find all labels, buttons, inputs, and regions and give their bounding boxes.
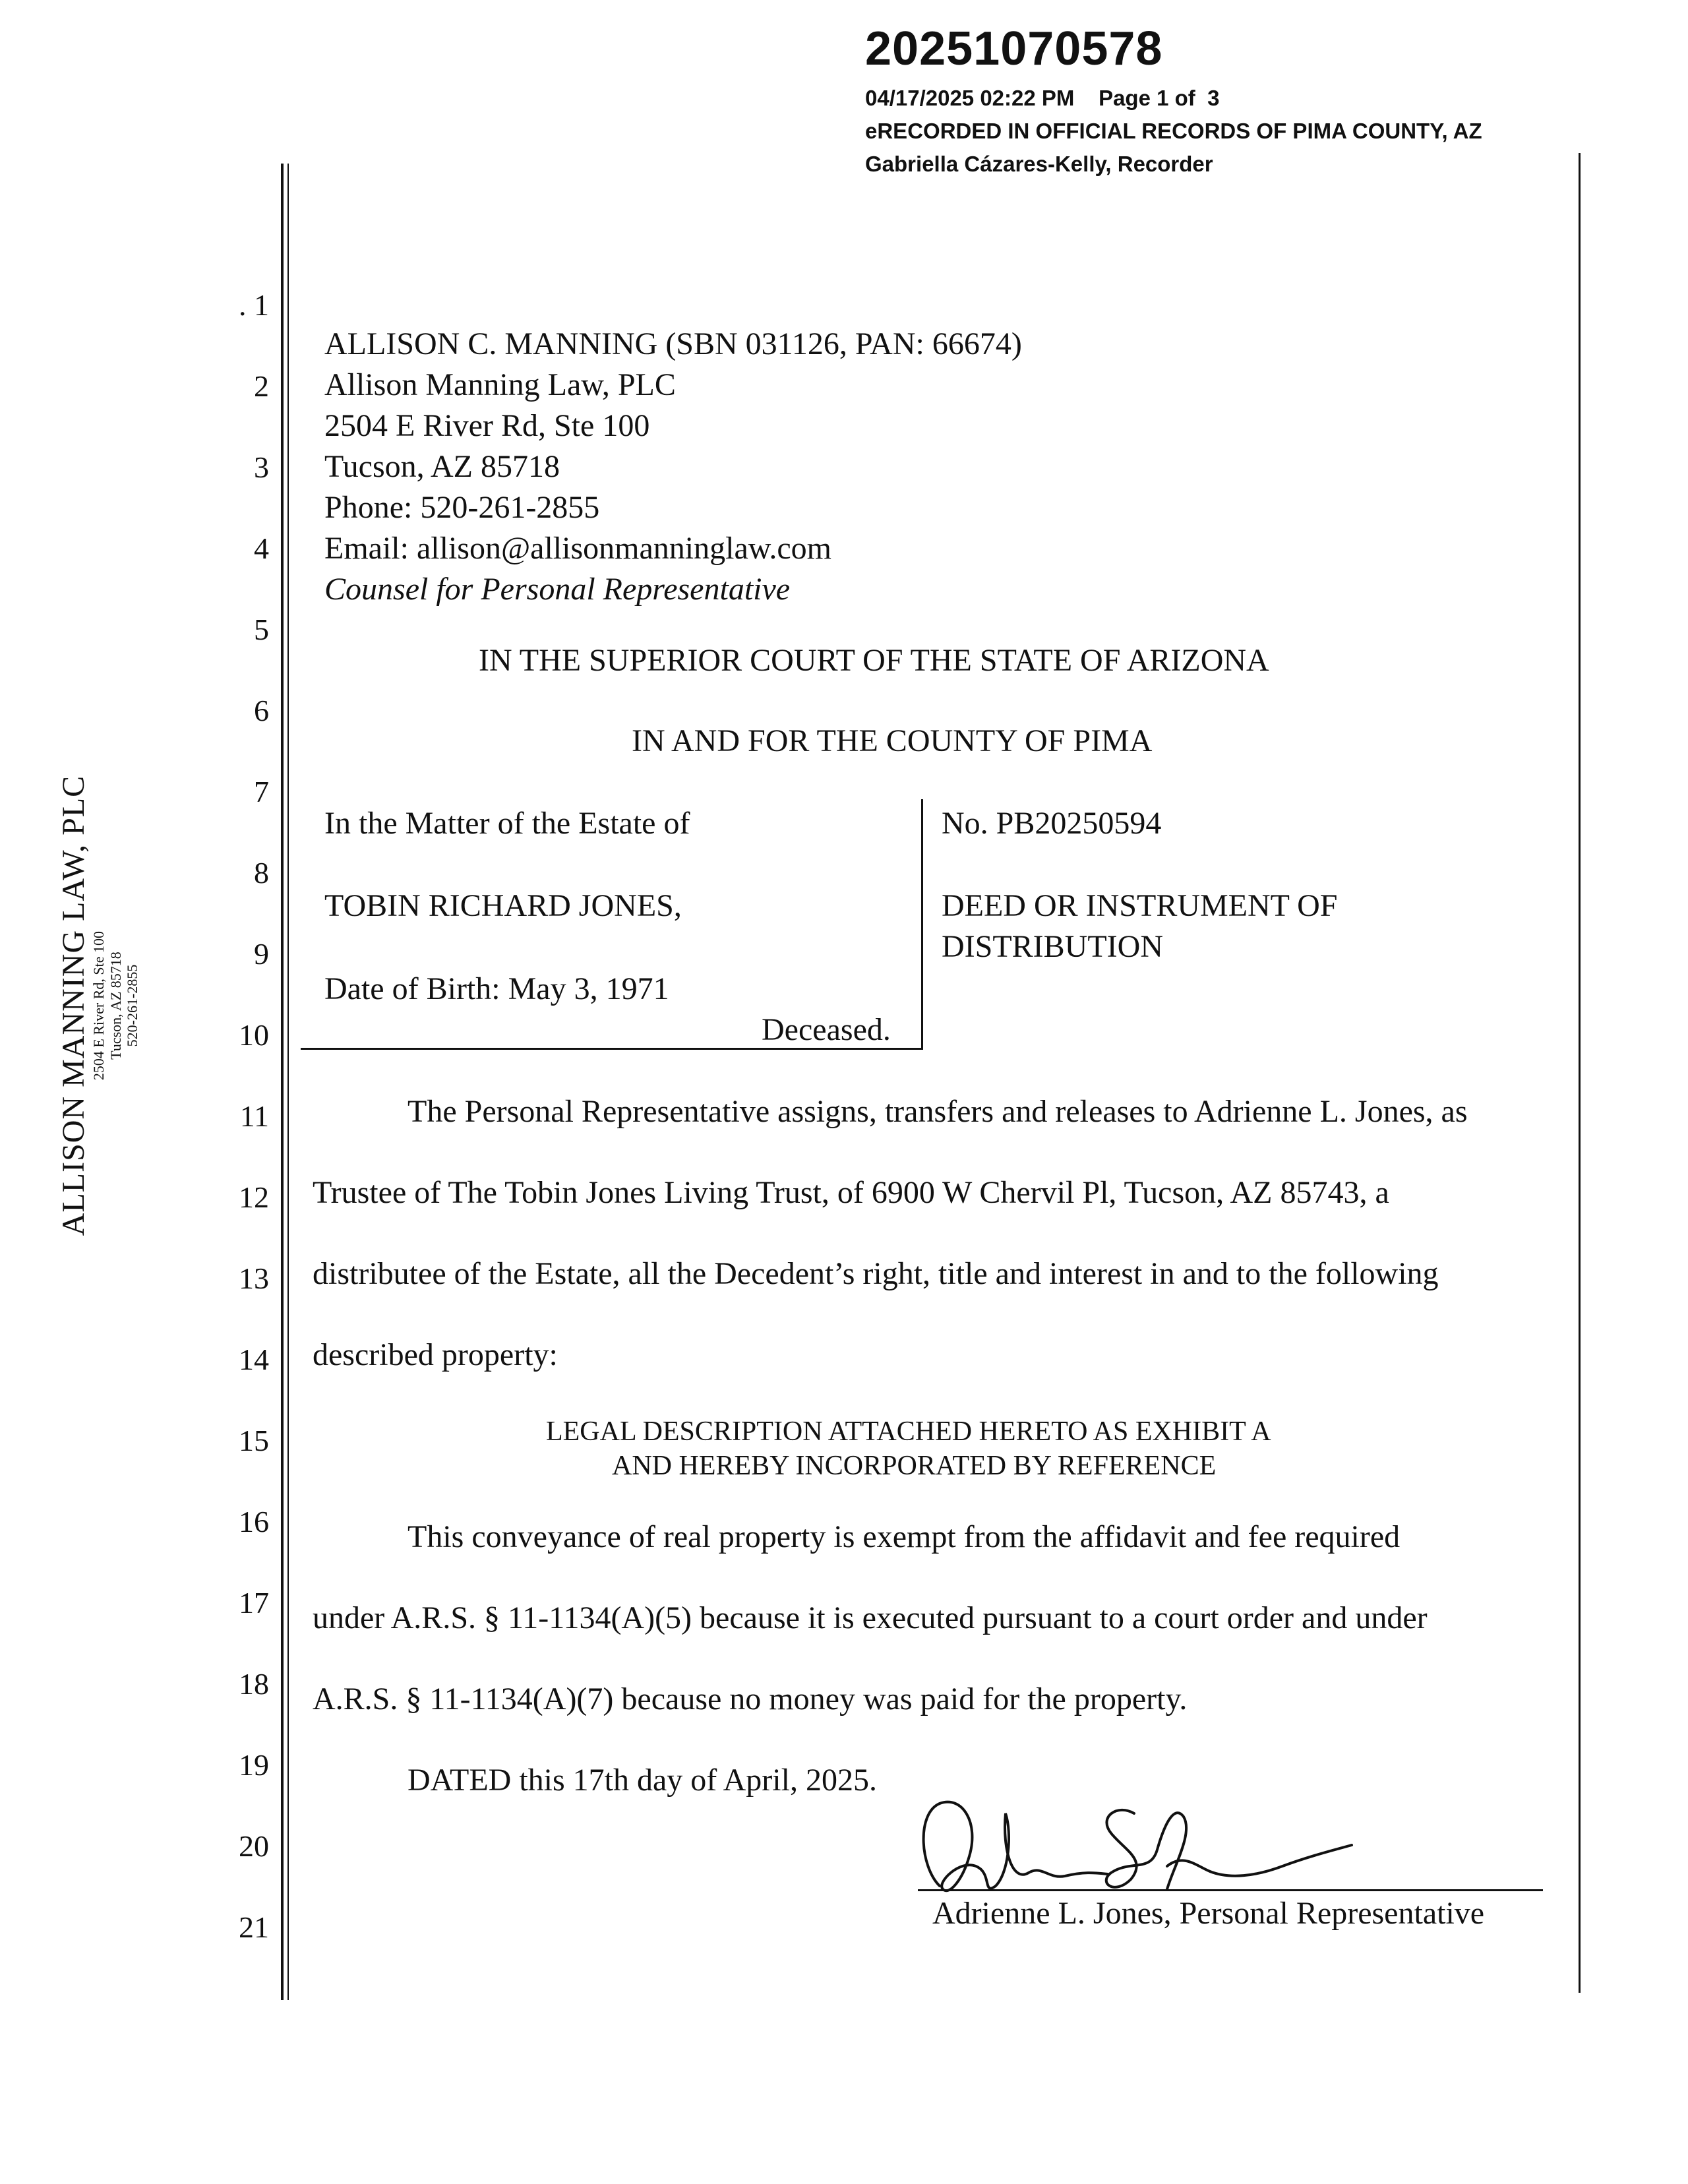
line-number: 11	[239, 1099, 269, 1133]
line-number: 19	[239, 1748, 269, 1782]
recording-office: eRECORDED IN OFFICIAL RECORDS OF PIMA COUNTY, AZ	[865, 119, 1482, 143]
side-stamp-firm: ALLISON MANNING LAW, PLC	[55, 775, 91, 1236]
body-paragraph2-line2: under A.R.S. § 11-1134(A)(5) because it is executed pursuant to a court order and under	[313, 1600, 1428, 1635]
line-number: 18	[239, 1667, 269, 1701]
counsel-name: ALLISON C. MANNING (SBN 031126, PAN: 66674)	[324, 326, 1022, 361]
caption-dob: Date of Birth: May 3, 1971	[324, 971, 669, 1006]
caption-decedent: TOBIN RICHARD JONES,	[324, 888, 682, 923]
caption-deceased: Deceased.	[762, 1012, 891, 1047]
side-stamp-phone: 520-261-2855	[123, 964, 140, 1047]
line-number: 20	[239, 1829, 269, 1863]
body-paragraph2-line1: This conveyance of real property is exempt from the affidavit and fee required	[407, 1519, 1401, 1554]
left-margin-rule-inner	[287, 164, 289, 2000]
dated-line: DATED this 17th day of April, 2025.	[407, 1763, 877, 1798]
counsel-email: Email: allison@allisonmanninglaw.com	[324, 531, 831, 566]
case-number: No. PB20250594	[942, 806, 1162, 841]
line-number: 17	[239, 1586, 269, 1620]
line-number: 14	[239, 1343, 269, 1376]
counsel-city: Tucson, AZ 85718	[324, 449, 560, 484]
line-number: 16	[239, 1505, 269, 1538]
legal-description-line2: AND HEREBY INCORPORATED BY REFERENCE	[612, 1451, 1217, 1481]
body-paragraph1-line4: described property:	[313, 1337, 558, 1372]
line-number: 21	[239, 1910, 269, 1944]
line-number: . 1	[239, 288, 269, 322]
line-number: 6	[254, 694, 269, 727]
line-number: 13	[239, 1261, 269, 1295]
left-margin-rule-outer	[281, 164, 284, 2000]
caption-matter: In the Matter of the Estate of	[324, 806, 690, 841]
body-paragraph2-line3: A.R.S. § 11-1134(A)(7) because no money was paid for the property.	[313, 1682, 1188, 1716]
line-number: 7	[254, 775, 269, 808]
signer-name: Adrienne L. Jones, Personal Representative	[932, 1896, 1485, 1931]
legal-description-line1: LEGAL DESCRIPTION ATTACHED HERETO AS EXHIBIT A	[546, 1416, 1271, 1447]
recording-recorder: Gabriella Cázares-Kelly, Recorder	[865, 152, 1213, 176]
line-number: 2	[254, 369, 269, 403]
signature-line	[918, 1889, 1543, 1891]
recording-datetime: 04/17/2025 02:22 PM Page 1 of 3	[865, 86, 1220, 110]
counsel-address: 2504 E River Rd, Ste 100	[324, 408, 650, 443]
line-number: 3	[254, 450, 269, 484]
body-paragraph1-line2: Trustee of The Tobin Jones Living Trust, of 6900 W Chervil Pl, Tucson, AZ 85743, a	[313, 1175, 1389, 1210]
right-margin-rule	[1579, 153, 1581, 1993]
side-stamp-address: 2504 E River Rd, Ste 100	[90, 930, 107, 1081]
body-paragraph1-line3: distributee of the Estate, all the Decedent’s right, title and interest in and to the following	[313, 1256, 1439, 1291]
body-paragraph1-line1: The Personal Representative assigns, transfers and releases to Adrienne L. Jones, as	[407, 1094, 1468, 1129]
line-number: 10	[239, 1018, 269, 1052]
caption-underline	[301, 1048, 923, 1050]
line-number: 12	[239, 1180, 269, 1214]
court-heading-line2: IN AND FOR THE COUNTY OF PIMA	[632, 723, 1153, 758]
side-stamp-city: Tucson, AZ 85718	[107, 952, 124, 1060]
recording-number: 20251070578	[865, 22, 1163, 75]
line-number: 4	[254, 531, 269, 565]
line-number: 9	[254, 937, 269, 971]
court-heading-line1: IN THE SUPERIOR COURT OF THE STATE OF ARIZONA	[479, 643, 1269, 678]
counsel-firm: Allison Manning Law, PLC	[324, 367, 676, 402]
line-number: 8	[254, 856, 269, 890]
line-number: 15	[239, 1424, 269, 1457]
counsel-role: Counsel for Personal Representative	[324, 572, 791, 607]
document-title-line1: DEED OR INSTRUMENT OF	[942, 888, 1338, 923]
document-title-line2: DISTRIBUTION	[942, 929, 1163, 964]
counsel-phone: Phone: 520-261-2855	[324, 490, 600, 525]
caption-divider	[921, 799, 923, 1050]
line-number: 5	[254, 613, 269, 646]
